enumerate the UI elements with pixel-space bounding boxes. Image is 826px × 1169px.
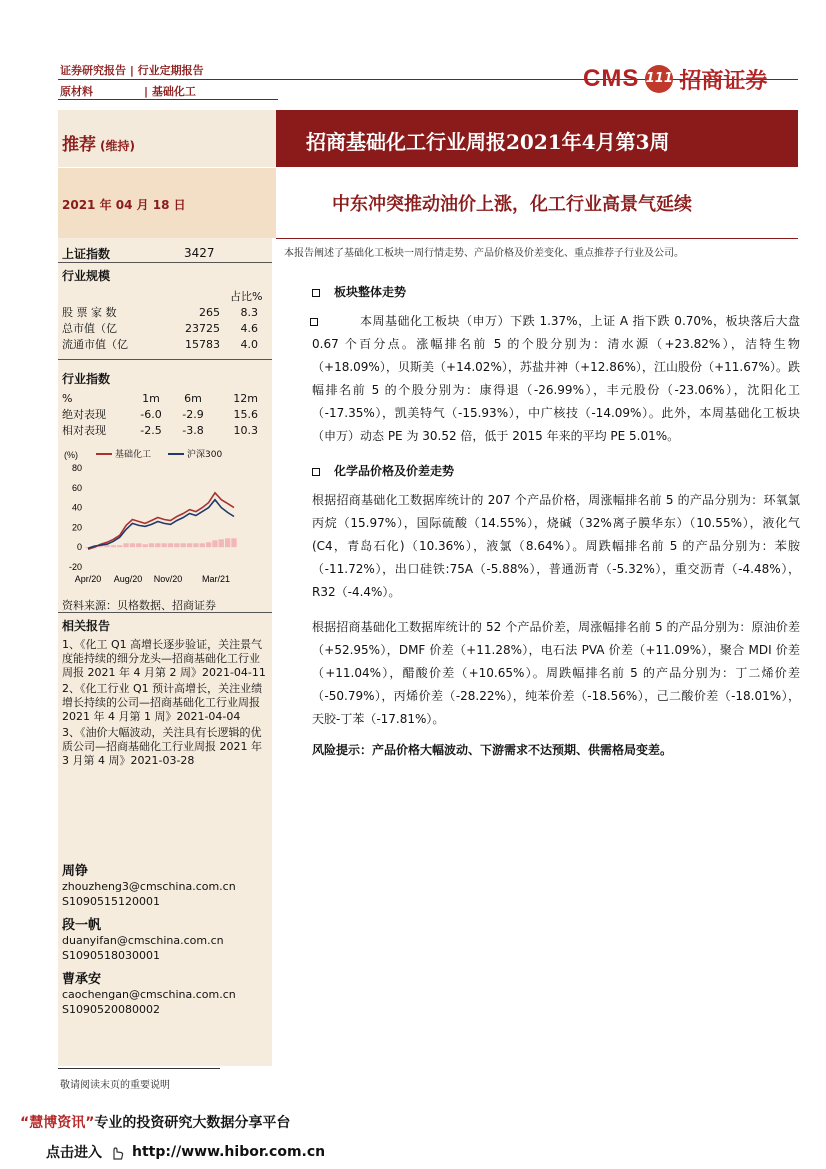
analyst-id: S1090520080002 — [62, 1003, 160, 1016]
perf-1m: -2.5 — [140, 423, 162, 437]
table-row — [62, 422, 258, 438]
related-title: 相关报告 — [62, 619, 111, 633]
logo-cms-text: CMS — [583, 65, 640, 92]
promo-link-line — [46, 1142, 325, 1162]
analyst-email[interactable]: zhouzheng3@cmschina.com.cn — [62, 880, 236, 893]
related-report-link[interactable]: 3、《油价大幅波动，关注具有长逻辑的优质公司—招商基础化工行业周报 2021 年 3 月第 4 周》2021-03-28 — [62, 726, 262, 767]
logo-badge-icon: 111 — [645, 65, 673, 93]
chart-ylabel: (%) — [64, 450, 78, 460]
legend-label-hs300: 沪深300 — [187, 450, 223, 460]
relative-bar — [98, 546, 103, 547]
y-tick-label: 40 — [71, 502, 82, 513]
analyst-email[interactable]: caochengan@cmschina.com.cn — [62, 988, 236, 1001]
x-tick-label: Aug/20 — [113, 574, 143, 584]
analyst-block — [62, 914, 224, 963]
table-row — [62, 304, 258, 320]
relative-bar — [111, 545, 116, 547]
section-heading — [284, 462, 800, 479]
sidebar-divider — [58, 612, 272, 613]
relative-bar — [168, 543, 173, 547]
scale-value: 265 — [199, 305, 220, 319]
subtitle-panel — [276, 168, 798, 239]
trend-paragraph: 本周基础化工板块（申万）下跌 1.37%，上证 A 指下跌 0.70%，板块落后大盘 0.67 个百分点。涨幅排名前 5 的个股分别为：清水源（+23.82%），洁特生物（+18.09%），贝斯美（+14.02%），苏盐井神（+12.86%），江山股份（+11.67%）。跌幅排名前 5 的个股分别为：康得退（-26.99%），丰元股份（-23.06%），沈阳化工（-17.35%），凯美特气（-15.93%），中广核技（-14.09%）。此外，本周基础化工板块（申万）动态 PE 为 30.52 倍，低于 2015 年来的平均 PE 5.01%。 — [312, 314, 800, 443]
sidebar-divider — [58, 359, 272, 360]
promo-line — [20, 1112, 290, 1132]
scale-pct: 4.0 — [240, 337, 258, 351]
scale-label: 流通市值（亿 — [62, 338, 128, 351]
perf-label: 相对表现 — [62, 424, 106, 437]
section-body — [284, 310, 800, 448]
perf-12m: 10.3 — [233, 423, 258, 437]
square-bullet-icon — [312, 468, 320, 476]
relative-bar — [225, 538, 230, 547]
y-tick-label: 0 — [76, 542, 82, 553]
perf-col-head: 12m — [233, 391, 258, 405]
analyst-name: 段一帆 — [62, 918, 102, 933]
risk-warning: 风险提示：产品价格大幅波动、下游需求不达预期、供需格局变差。 — [312, 743, 673, 757]
scale-pct: 4.6 — [240, 321, 258, 335]
related-list — [62, 638, 268, 768]
series-line-chem — [88, 493, 234, 549]
analyst-block — [62, 860, 236, 909]
index-value: 3427 — [184, 246, 215, 260]
scale-value: 23725 — [185, 321, 220, 335]
perf-1m: -6.0 — [140, 407, 162, 421]
relative-bar — [104, 545, 109, 547]
perf-col-head: % — [62, 391, 73, 405]
footer-divider — [58, 1068, 220, 1069]
y-tick-label: 80 — [71, 463, 82, 473]
analyst-name: 曹承安 — [62, 972, 102, 987]
chart-source: 资料来源：贝格数据、招商证券 — [62, 599, 216, 612]
hibor-link[interactable]: http://www.hibor.com.cn — [132, 1144, 326, 1160]
relative-bar — [174, 543, 179, 547]
analyst-block — [62, 968, 236, 1017]
report-title: 招商基础化工行业周报2021年4月第3周 — [306, 130, 670, 154]
scale-header-pct: 占比% — [230, 290, 263, 303]
perf-col-head: 1m — [142, 391, 160, 405]
chart-legend — [96, 448, 222, 460]
report-subtitle: 中东冲突推动油价上涨，化工行业高景气延续 — [332, 194, 692, 215]
perf-title: 行业指数 — [62, 372, 111, 386]
perf-label: 绝对表现 — [62, 408, 106, 421]
relative-bar — [149, 543, 154, 547]
perf-6m: -3.8 — [182, 423, 204, 437]
footer-note: 敬请阅读末页的重要说明 — [60, 1080, 170, 1091]
relative-bar — [200, 543, 205, 547]
section-title-prices: 化学品价格及价差走势 — [334, 464, 455, 478]
legend-label-chem: 基础化工 — [115, 450, 152, 460]
price-paragraph: 根据招商基础化工数据库统计的 207 个产品价格，周涨幅排名前 5 的产品分别为：环氧氯丙烷（15.97%），国际硫酸（14.55%），烧碱（32%离子膜华东）（10.55%），液化气(C4，青岛石化)（10.36%），液氯（8.64%）。周跌幅排名前 5 的产品分别为：苯胺（-11.72%），出口硅铁:75A（-5.88%），普通沥青（-5.32%），重交沥青（-4.48%），R32（-4.4%）。 — [312, 493, 800, 599]
y-tick-label: 60 — [71, 482, 82, 493]
rating-sub: (维持) — [100, 139, 135, 153]
section-heading — [284, 283, 800, 300]
section-title-trend: 板块整体走势 — [334, 285, 407, 299]
link-prefix: 点击进入 — [46, 1145, 102, 1161]
analyst-id: S1090518030001 — [62, 949, 160, 962]
relative-bar — [181, 543, 186, 547]
perf-12m: 15.6 — [233, 407, 258, 421]
promo-brand: “慧博资讯” — [20, 1115, 95, 1131]
scale-pct: 8.3 — [240, 305, 258, 319]
relative-bar — [155, 543, 160, 547]
x-tick-label: Mar/21 — [201, 574, 231, 584]
table-header — [62, 390, 258, 406]
spread-paragraph: 根据招商基础化工数据库统计的 52 个产品价差，周涨幅排名前 5 的产品分别为：原油价差（+52.95%），DMF 价差（+11.28%），电石法 PVA 价差（+11.09%），聚合 MDI 价差（+11.04%），醋酸价差（+10.65%）。周跌幅排名前 5 的产品分别为：丁二烯价差（-50.79%），丙烯价差（-28.22%），纯苯价差（-18.56%），己二酸价差（-18.01%），天胶-丁苯（-17.81%）。 — [312, 620, 800, 726]
analyst-id: S1090515120001 — [62, 895, 160, 908]
relative-bar — [130, 543, 135, 547]
scale-value: 15783 — [185, 337, 220, 351]
company-logo — [583, 62, 767, 96]
scale-title: 行业规模 — [62, 269, 111, 283]
rating-label: 推荐 — [62, 135, 96, 155]
relative-bar — [219, 539, 224, 547]
relative-bar — [193, 543, 198, 547]
relative-bar — [136, 543, 141, 547]
relative-bar — [231, 538, 236, 547]
y-tick-label: 20 — [71, 522, 82, 533]
table-row — [62, 336, 258, 352]
performance-chart — [58, 444, 272, 592]
relative-bar — [117, 545, 122, 547]
title-panel — [276, 110, 798, 167]
report-intro: 本报告阐述了基础化工板块一周行情走势、产品价格及价差变化、重点推荐子行业及公司。 — [284, 248, 684, 259]
perf-col-head: 6m — [184, 391, 202, 405]
main-content — [284, 244, 800, 758]
square-bullet-icon — [312, 289, 320, 297]
scale-table — [62, 304, 258, 352]
relative-bar — [187, 543, 192, 547]
promo-text: 专业的投资研究大数据分享平台 — [94, 1115, 291, 1131]
x-tick-label: Apr/20 — [74, 574, 102, 584]
header-report-type: 证券研究报告 | 行业定期报告 — [60, 64, 204, 77]
perf-6m: -2.9 — [182, 407, 204, 421]
square-bullet-icon — [310, 318, 318, 326]
relative-bar — [212, 540, 217, 547]
index-label: 上证指数 — [62, 247, 111, 261]
y-tick-label: -20 — [68, 562, 82, 572]
header-subsector: | 基础化工 — [144, 85, 196, 98]
report-date: 2021 年 04 月 18 日 — [62, 198, 186, 212]
rating-panel — [58, 110, 276, 167]
scale-label: 总市值（亿 — [62, 322, 117, 335]
header-divider-2 — [58, 99, 278, 100]
date-panel — [58, 168, 276, 238]
related-report-link[interactable]: 2、《化工行业 Q1 预计高增长，关注业绩增长持续的公司—招商基础化工行业周报 2021 年 4 月第 1 周》2021-04-04 — [62, 682, 263, 723]
relative-bar — [206, 542, 211, 547]
relative-bar — [123, 543, 128, 547]
related-report-link[interactable]: 1、《化工 Q1 高增长逐步验证，关注景气度能持续的细分龙头—招商基础化工行业周报 2021 年 4 月第 2 周》2021-04-11 — [62, 638, 266, 679]
analyst-email[interactable]: duanyifan@cmschina.com.cn — [62, 934, 224, 947]
sidebar-divider — [58, 262, 272, 263]
analyst-name: 周铮 — [62, 864, 89, 879]
hand-pointer-icon — [108, 1143, 126, 1161]
perf-table — [62, 390, 258, 438]
x-tick-label: Nov/20 — [153, 574, 183, 584]
table-row — [62, 320, 258, 336]
header-sector: 原材料 — [60, 85, 93, 98]
table-row — [62, 406, 258, 422]
logo-cn-text: 招商证券 — [679, 68, 768, 94]
scale-label: 股 票 家 数 — [62, 306, 117, 319]
relative-bar — [142, 544, 147, 547]
relative-bar — [162, 543, 167, 547]
